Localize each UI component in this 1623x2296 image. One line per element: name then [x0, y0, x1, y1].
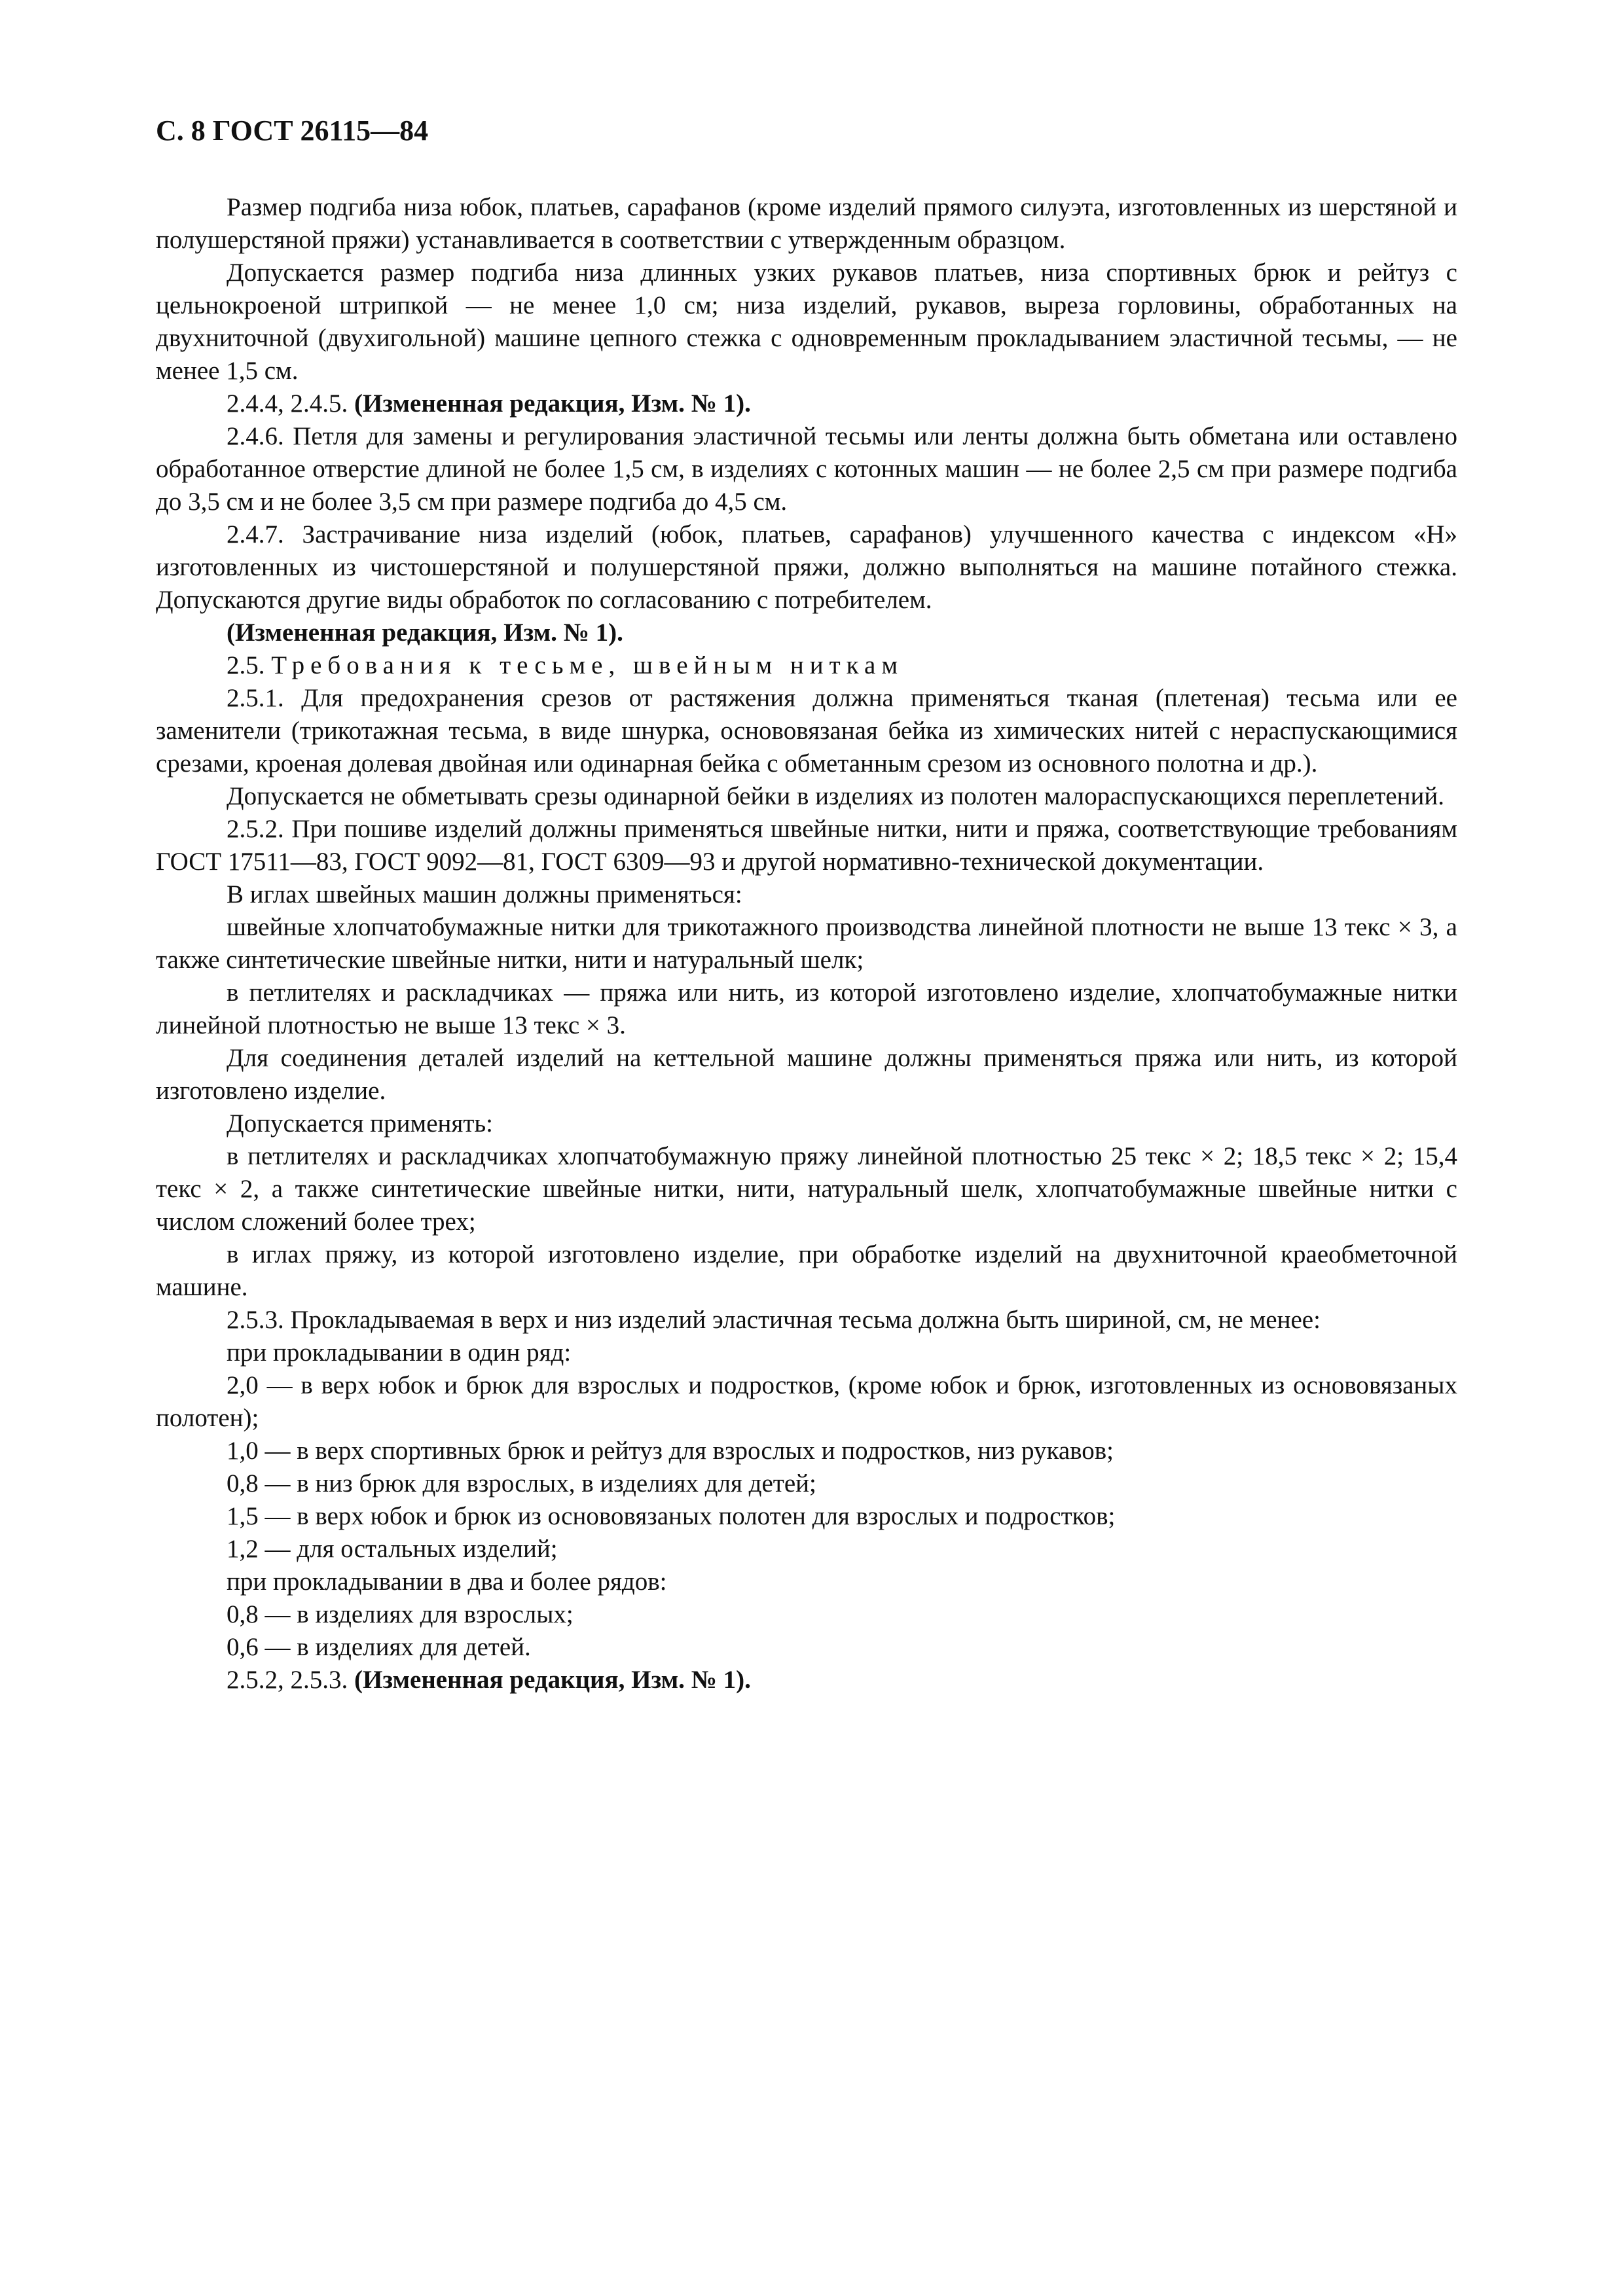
paragraph: Для соединения деталей изделий на кеттельной машине должны применяться пряжа или нить, из которой изготовлено изделие.	[156, 1044, 1457, 1105]
paragraph: В иглах швейных машин должны применяться:	[227, 880, 742, 908]
amendment-note: (Измененная редакция, Изм. № 1).	[354, 1666, 751, 1694]
paragraph: в петлителях и раскладчиках хлопчатобумажную пряжу линейной плотностью 25 текс × 2; 18,5 текс × 2; 15,4 текс × 2, а также синтетические швейные нитки, нити, натуральный шелк, хлопчатобумажные швейные нитки с числом сложений более трех;	[156, 1142, 1457, 1236]
paragraph: Размер подгиба низа юбок, платьев, сарафанов (кроме изделий прямого силуэта, изготовленных из шерстяной и полушерстяной пряжи) устанавливается в соответствии с утвержденным образцом.	[156, 193, 1457, 254]
amendment-note: (Измененная редакция, Изм. № 1).	[227, 619, 623, 647]
paragraph: 1,5 — в верх юбок и брюк из основовязаных полотен для взрослых и подростков;	[227, 1502, 1116, 1530]
paragraph: в иглах пряжу, из которой изготовлено изделие, при обработке изделий на двухниточной краеобметочной машине.	[156, 1240, 1457, 1301]
clause-number: 2.4.4, 2.4.5.	[227, 389, 354, 418]
clause-number: 2.5.	[227, 651, 272, 679]
paragraph: 2.4.6. Петля для замены и регулирования эластичной тесьмы или ленты должна быть обметана или оставлено обработанное отверстие длиной не более 1,5 см, в изделиях с котонных машин — не более 2,5 см при размере подгиба до 3,5 см и не более 3,5 см при размере подгиба до 4,5 см.	[156, 422, 1457, 516]
paragraph	[156, 617, 1457, 649]
paragraph: швейные хлопчатобумажные нитки для трикотажного производства линейной плотности не выше 13 текс × 3, а также синтетические швейные нитки, нити и натуральный шелк;	[156, 913, 1457, 974]
paragraph	[156, 1664, 1457, 1696]
paragraph: 2,0 — в верх юбок и брюк для взрослых и подростков, (кроме юбок и брюк, изготовленных из основовязаных полотен);	[156, 1371, 1457, 1432]
paragraph	[156, 387, 1457, 420]
document-body	[156, 191, 1457, 1696]
paragraph: при прокладывании в два и более рядов:	[227, 1568, 667, 1596]
clause-number: 2.5.2, 2.5.3.	[227, 1666, 354, 1694]
paragraph: в петлителях и раскладчиках — пряжа или нить, из которой изготовлено изделие, хлопчатобумажные нитки линейной плотностью не выше 13 текс × 3.	[156, 978, 1457, 1039]
amendment-note: (Измененная редакция, Изм. № 1).	[354, 389, 751, 418]
paragraph: 2.5.1. Для предохранения срезов от растяжения должна применяться тканая (плетеная) тесьма или ее заменители (трикотажная тесьма, в виде шнурка, основовязаная бейка из химических нитей с нераспускающимися срезами, кроеная долевая двойная или одинарная бейка с обметанным срезом из основного полотна и др.).	[156, 684, 1457, 778]
running-header: С. 8 ГОСТ 26115—84	[156, 115, 429, 147]
paragraph: Допускается применять:	[227, 1109, 493, 1138]
paragraph: 2.5.2. При пошиве изделий должны применяться швейные нитки, нити и пряжа, соответствующие требованиям ГОСТ 17511—83, ГОСТ 9092—81, ГОСТ 6309—93 и другой нормативно-технической документации.	[156, 815, 1457, 876]
paragraph: 0,8 — в низ брюк для взрослых, в изделиях для детей;	[227, 1469, 816, 1498]
paragraph	[156, 649, 1457, 682]
paragraph: Допускается не обметывать срезы одинарной бейки в изделиях из полотен малораспускающихся переплетений.	[227, 782, 1444, 810]
paragraph: 1,0 — в верх спортивных брюк и рейтуз для взрослых и подростков, низ рукавов;	[227, 1437, 1114, 1465]
paragraph: 0,6 — в изделиях для детей.	[227, 1633, 531, 1661]
paragraph: 1,2 — для остальных изделий;	[227, 1535, 558, 1563]
paragraph: Допускается размер подгиба низа длинных узких рукавов платьев, низа спортивных брюк и рейтуз с цельнокроеной штрипкой — не менее 1,0 см; низа изделий, рукавов, выреза горловины, обработанных на двухниточной (двухигольной) машине цепного стежка с одновременным прокладыванием эластичной тесьмы, — не менее 1,5 см.	[156, 259, 1457, 385]
paragraph: при прокладывании в один ряд:	[227, 1338, 572, 1367]
section-heading: Требования к тесьме, швейным ниткам	[271, 651, 904, 679]
paragraph: 2.4.7. Застрачивание низа изделий (юбок, платьев, сарафанов) улучшенного качества с индексом «Н» изготовленных из чистошерстяной и полушерстяной пряжи, должно выполняться на машине потайного стежка. Допускаются другие виды обработок по согласованию с потребителем.	[156, 520, 1457, 614]
paragraph: 0,8 — в изделиях для взрослых;	[227, 1600, 574, 1628]
paragraph: 2.5.3. Прокладываемая в верх и низ изделий эластичная тесьма должна быть шириной, см, не менее:	[227, 1306, 1321, 1334]
